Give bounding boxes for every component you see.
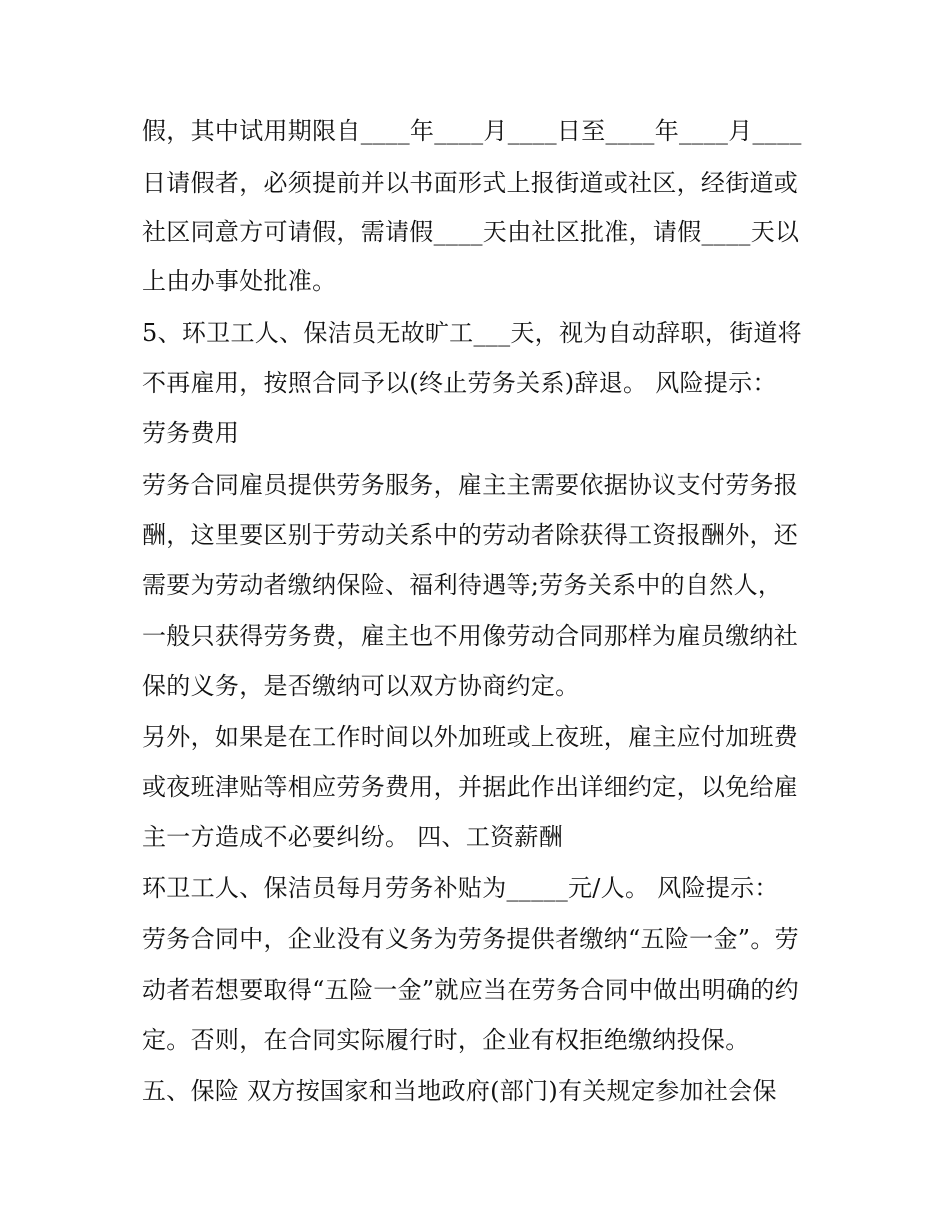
text-line: 酬，这里要区别于劳动关系中的劳动者除获得工资报酬外，还 (142, 521, 799, 549)
section-heading: 劳务费用 (142, 419, 240, 447)
text-line: 保的义务，是否缴纳可以双方协商约定。 (142, 672, 580, 700)
text-line: 社区同意方可请假，需请假____天由社区批准，请假____天以 (142, 218, 800, 246)
text-line: 动者若想要取得“五险一金”就应当在劳务合同中做出明确的约 (142, 976, 799, 1004)
text-line: 一般只获得劳务费，雇主也不用像劳动合同那样为雇员缴纳社 (142, 622, 799, 650)
text-line: 需要为劳动者缴纳保险、福利待遇等;劳务关系中的自然人， (142, 571, 783, 599)
text-line: 劳务合同中，企业没有义务为劳务提供者缴纳“五险一金”。劳 (142, 925, 799, 953)
text-line: 另外，如果是在工作时间以外加班或上夜班，雇主应付加班费 (142, 723, 799, 751)
text-line: 日请假者，必须提前并以书面形式上报街道或社区，经街道或 (142, 169, 799, 197)
text-line: 主一方造成不必要纠纷。 四、工资薪酬 (142, 823, 564, 851)
text-line: 定。否则，在合同实际履行时，企业有权拒绝缴纳投保。 (142, 1026, 750, 1054)
text-line: 5、环卫工人、保洁员无故旷工___天，视为自动辞职，街道将 (142, 319, 802, 347)
text-line: 五、保险 双方按国家和当地政府(部门)有关规定参加社会保 (142, 1077, 777, 1105)
text-line: 劳务合同雇员提供劳务服务，雇主主需要依据协议支付劳务报 (142, 471, 799, 499)
text-line: 或夜班津贴等相应劳务费用，并据此作出详细约定，以免给雇 (142, 773, 799, 801)
text-line: 环卫工人、保洁员每月劳务补贴为_____元/人。 风险提示： (142, 874, 779, 902)
text-line: 不再雇用，按照合同予以(终止劳务关系)辞退。 风险提示： (142, 369, 777, 397)
text-line: 上由办事处批准。 (142, 267, 337, 295)
text-line: 假，其中试用期限自____年____月____日至____年____月____ (142, 117, 802, 145)
